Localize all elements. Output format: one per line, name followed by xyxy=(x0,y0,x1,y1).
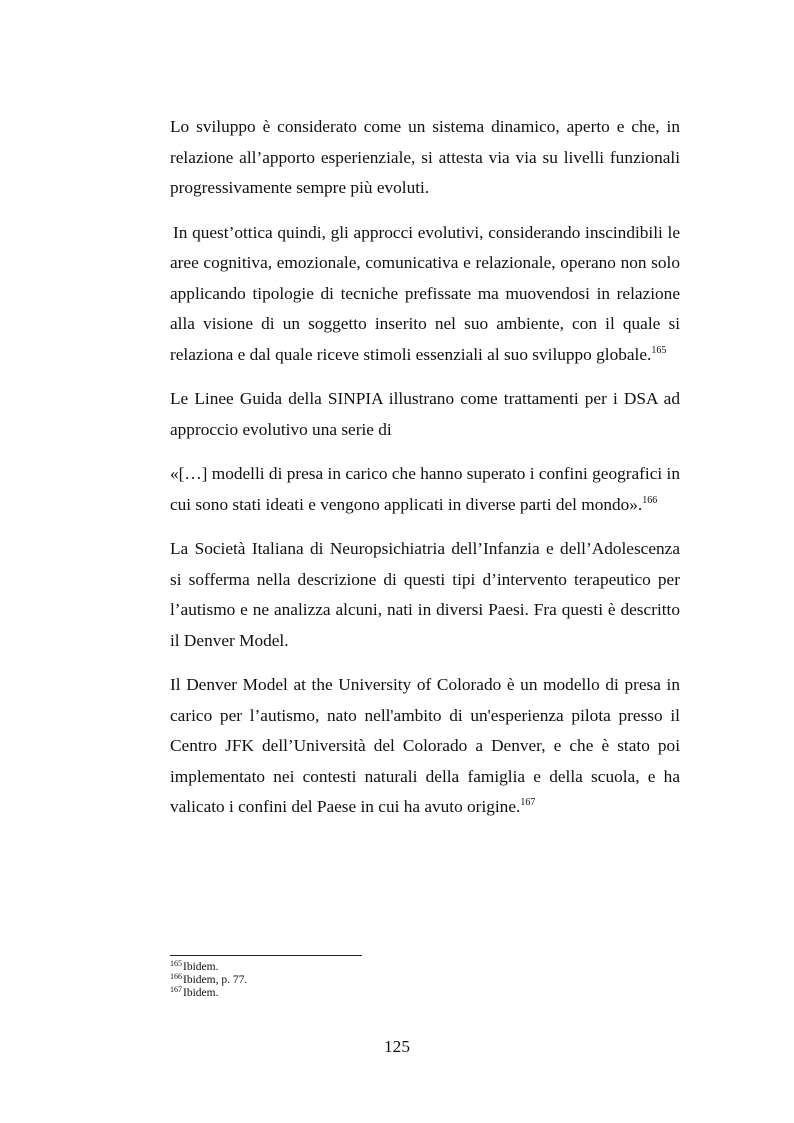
footnote-reference: 166 xyxy=(642,494,658,506)
paragraph-evolutionary-approaches: In quest’ottica quindi, gli approcci evolutivi, considerando inscindibili le aree cognitiva, emozionale, comunicativa e relazionale, operano non solo applicando tipologie di tecniche prefissate ma muovendosi in relazione alla visione di un soggetto inserito nel suo ambiente, con il quale si relaziona e dal quale riceve stimoli essenziali al suo sviluppo globale.$^{165}$ xyxy=(170,222,680,364)
paragraph-denver-model: Il Denver Model at the University of Colorado è un modello di presa in carico per l’autismo, nato nell'ambito di un'esperienza pilota presso il Centro JFK dell’Università del Colorado a Denver, e che è stato poi implementato nei contesti naturali della famiglia e della scuola, e ha valicato i confini del Paese in cui ha avuto origine.$^{167}$ xyxy=(170,675,680,816)
footnote-text: Ibidem. xyxy=(183,961,219,973)
paragraph-development-system: Lo sviluppo è considerato come un sistema dinamico, aperto e che, in relazione all’apporto esperienziale, si attesta via via su livelli funzionali progressivamente sempre più evoluti. xyxy=(170,117,680,197)
footnote xyxy=(170,987,680,1000)
footnotes xyxy=(170,961,680,1000)
footnote-text: Ibidem. xyxy=(183,987,219,999)
paragraph-sinpia-society: La Società Italiana di Neuropsichiatria dell’Infanzia e dell’Adolescenza si sofferma nella descrizione di questi tipi d’intervento terapeutico per l’autismo e ne analizza alcuni, nati in diversi Paesi. Fra questi è descritto il Denver Model. xyxy=(170,539,680,650)
footnote-number: 165 xyxy=(170,959,182,968)
footnote-reference: 165 xyxy=(651,344,667,356)
footnote xyxy=(170,974,680,987)
footnote-number: 166 xyxy=(170,972,182,981)
paragraph-sinpia-guidelines: Le Linee Guida della SINPIA illustrano come trattamenti per i DSA ad approccio evolutivo una serie di xyxy=(170,389,680,439)
footnote-text: Ibidem, p. 77. xyxy=(183,974,248,986)
footnote-separator xyxy=(170,955,362,956)
paragraph-quotation: «[…] modelli di presa in carico che hanno superato i confini geografici in cui sono stati ideati e vengono applicati in diverse parti del mondo».$^{166}$ xyxy=(170,464,680,514)
footnote-reference: 167 xyxy=(520,797,536,808)
body-text xyxy=(170,112,680,837)
footnote-number: 167 xyxy=(170,985,182,994)
page-number: 125 xyxy=(384,1037,410,1056)
footnote xyxy=(170,961,680,974)
